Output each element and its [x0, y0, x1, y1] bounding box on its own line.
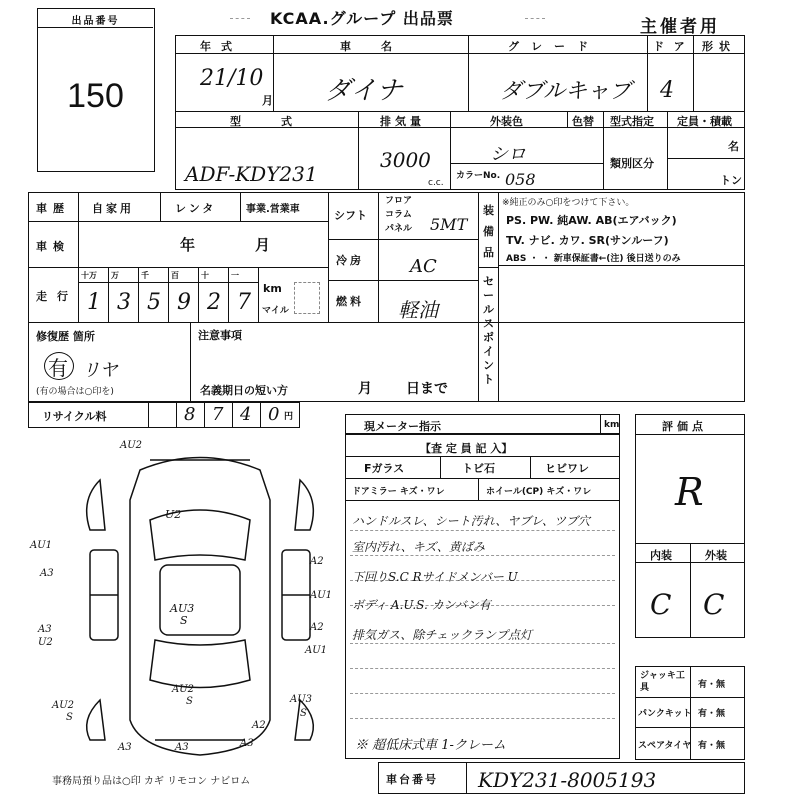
shift-column[interactable]: コラム	[385, 210, 412, 220]
tobi-ishi-label[interactable]: トビ石	[462, 462, 495, 475]
puncture-option[interactable]: 有・無	[698, 709, 726, 719]
comment-line-3: 下回りS.C Rサイドメンバー U	[352, 570, 518, 584]
header-title: KCAA.グループ 出品票	[270, 9, 454, 28]
chassis-value: KDY231-8005193	[478, 768, 657, 792]
exterior-value: C	[703, 588, 725, 621]
grade-label: グレード	[508, 40, 600, 53]
office-note: 事務局預り品は○印 カギ リモコン ナビロム	[52, 776, 251, 787]
mileage-digit-value: 1	[87, 290, 101, 315]
lot-number: 150	[67, 77, 124, 115]
mileage-label: 走行	[36, 290, 78, 303]
sheet-for: 主催者用	[640, 17, 720, 37]
history-label: 車歴	[36, 202, 70, 215]
shift-label: シフト	[334, 209, 367, 222]
diag-mark-16: S	[66, 712, 73, 723]
spare-label: スペアタイヤ	[638, 741, 692, 751]
diag-mark-21: S	[300, 708, 307, 719]
model-value: ADF-KDY231	[185, 162, 318, 186]
fuel-value: 軽油	[398, 298, 438, 322]
history-rental[interactable]: レンタ	[175, 202, 217, 215]
meter-label: 現メーター指示	[364, 420, 441, 433]
grade-value: ダブルキャブ	[500, 79, 632, 104]
repair-note: (有の場合は○印を)	[36, 387, 114, 397]
hibi-ware-label[interactable]: ヒビワレ	[545, 462, 589, 475]
diag-mark-9: A2	[310, 556, 324, 567]
fuel-label: 燃料	[336, 295, 364, 308]
recycle-digit: 7	[212, 404, 224, 425]
shift-panel[interactable]: パネル	[385, 224, 413, 234]
equipment-line2[interactable]: TV. ナビ. カワ. SR(サンルーフ)	[506, 234, 669, 247]
deadline-month: 月	[358, 381, 372, 397]
deadline-label: 名義期日の短い方	[200, 384, 288, 397]
capacity-label: 定員・積載	[677, 115, 732, 128]
colorno-value: 058	[505, 170, 536, 189]
ac-label: 冷房	[336, 254, 364, 267]
diag-mark-1: AU2	[120, 440, 143, 451]
inspector-title: 【査 定 員 記 入】	[420, 442, 513, 455]
equipment-line1[interactable]: PS. PW. 純AW. AB(エアバック)	[506, 214, 677, 227]
cc-unit: c.c.	[428, 178, 444, 188]
type-designation-label: 型式指定	[610, 115, 654, 128]
name-value: ダイナ	[325, 76, 403, 106]
recycle-unit: 円	[284, 412, 294, 422]
mileage-digit-label: 百	[171, 271, 179, 280]
color-label: 外装色	[490, 115, 523, 128]
jack-option[interactable]: 有・無	[698, 680, 726, 690]
shape-label: 形状	[702, 40, 736, 53]
displacement-value: 3000	[380, 148, 431, 172]
comment-line-2: 室内汚れ、キズ、黄ばみ	[352, 540, 485, 554]
equipment-note: ※純正のみ○印をつけて下さい。	[502, 198, 635, 208]
interior-label: 内装	[650, 549, 672, 562]
meter-unit: km	[604, 420, 620, 430]
mileage-checkbox[interactable]	[294, 282, 320, 314]
diag-mark-22: A2	[252, 720, 266, 731]
deadline-day: 日まで	[406, 381, 448, 397]
recycle-digit: 8	[184, 404, 196, 425]
sales-point-label: セールスポイント	[483, 275, 494, 386]
diag-mark-3: AU1	[30, 540, 53, 551]
ac-value: AC	[410, 256, 437, 277]
diag-mark-5: A3	[38, 624, 52, 635]
year-value: 21/10	[200, 66, 264, 91]
year-label: 年式	[200, 40, 242, 53]
capacity-unit-persons: 名	[728, 140, 739, 153]
displacement-label: 排気量	[380, 115, 425, 128]
recycle-label: リサイクル料	[42, 410, 107, 423]
km-unit: km	[263, 282, 282, 295]
capacity-unit-tons: トン	[720, 174, 742, 187]
comment-line-1: ハンドルスレ、シート汚れ、ヤブレ、ツブ穴	[352, 514, 590, 528]
diag-mark-4: A3	[40, 568, 54, 579]
car-diagram	[60, 440, 340, 770]
diag-mark-14: S	[186, 696, 193, 707]
shift-floor[interactable]: フロア	[385, 196, 413, 206]
inspection-label: 車検	[36, 240, 70, 253]
diag-mark-19: A3	[240, 738, 254, 749]
equipment-label: 装備品	[483, 204, 494, 259]
chassis-label: 車台番号	[386, 773, 438, 786]
history-private[interactable]: 自家用	[92, 202, 134, 215]
mileage-digit-value: 3	[117, 290, 131, 315]
mileage-digit-value: 9	[177, 290, 191, 315]
score-value: R	[675, 470, 704, 514]
inspection-month-unit: 月	[255, 236, 271, 254]
year-month-unit: 月	[262, 94, 273, 107]
category-label: 類別区分	[610, 157, 654, 170]
diag-mark-12: AU1	[305, 645, 328, 656]
colorno-label: カラーNo.	[456, 171, 501, 181]
recolor-label: 色替	[572, 115, 594, 128]
notes-label: 注意事項	[198, 329, 242, 342]
f-glass-label: Fガラス	[364, 462, 405, 475]
diag-mark-15: AU2	[52, 700, 75, 711]
door-mirror-label[interactable]: ドアミラー キズ・ワレ	[352, 487, 445, 497]
mile-unit: マイル	[262, 306, 289, 316]
jack-label: ジャッキ工具	[640, 671, 685, 693]
diag-mark-13: AU2	[172, 684, 195, 695]
mileage-digit-value: 7	[237, 290, 251, 315]
interior-value: C	[650, 588, 672, 621]
mileage-digit-value: 5	[147, 290, 161, 315]
score-label: 評価点	[662, 420, 707, 433]
recycle-digit: 0	[268, 404, 280, 425]
lot-number-label: 出品番号	[71, 16, 120, 27]
doors-value: 4	[660, 78, 674, 103]
mileage-digit-label: 十万	[81, 271, 97, 280]
diag-mark-7: AU3	[170, 602, 195, 615]
history-commercial[interactable]: 事業.営業車	[246, 204, 300, 215]
diag-mark-18: A3	[175, 742, 189, 753]
wheel-label[interactable]: ホイール(CP) キズ・ワレ	[486, 487, 592, 497]
bottom-note: ※ 超低床式車 1-クレーム	[355, 738, 506, 753]
exterior-label: 外装	[705, 549, 727, 562]
diag-mark-10: AU1	[310, 590, 333, 601]
repair-detail: リヤ	[82, 360, 118, 381]
mileage-digit-value: 2	[207, 290, 221, 315]
shift-value: 5MT	[430, 215, 468, 234]
recycle-digit: 4	[240, 404, 252, 425]
puncture-label: パンクキット	[638, 709, 692, 719]
spare-option[interactable]: 有・無	[698, 741, 726, 751]
repair-label: 修復歴 箇所	[36, 330, 95, 343]
doors-label: ドア	[653, 40, 695, 53]
comment-line-4: ボディ A.U.S. カンバン有	[352, 598, 491, 612]
model-label: 型式	[230, 115, 332, 128]
color-value: シロ	[490, 144, 526, 165]
mileage-digit-label: 十	[201, 271, 209, 280]
diag-mark-17: A3	[118, 742, 132, 753]
diag-mark-2: U2	[165, 508, 182, 521]
mileage-digit-label: 万	[111, 271, 119, 280]
inspection-year-unit: 年	[180, 236, 196, 254]
diag-mark-11: A2	[310, 622, 324, 633]
lot-number-box	[37, 8, 155, 172]
diag-mark-6: U2	[38, 637, 53, 648]
name-label: 車名	[340, 40, 422, 53]
repair-value[interactable]: 有	[48, 356, 68, 380]
mileage-digit-label: 千	[141, 271, 149, 280]
equipment-line3[interactable]: ABS ・ ・ 新車保証書←(注) 後日送りのみ	[506, 254, 681, 264]
diag-mark-20: AU3	[290, 694, 313, 705]
diag-mark-8: S	[180, 614, 188, 627]
mileage-digit-label: 一	[231, 271, 239, 280]
repair-circle	[44, 352, 74, 380]
comment-line-5: 排気ガス、除チェックランプ点灯	[352, 628, 533, 642]
